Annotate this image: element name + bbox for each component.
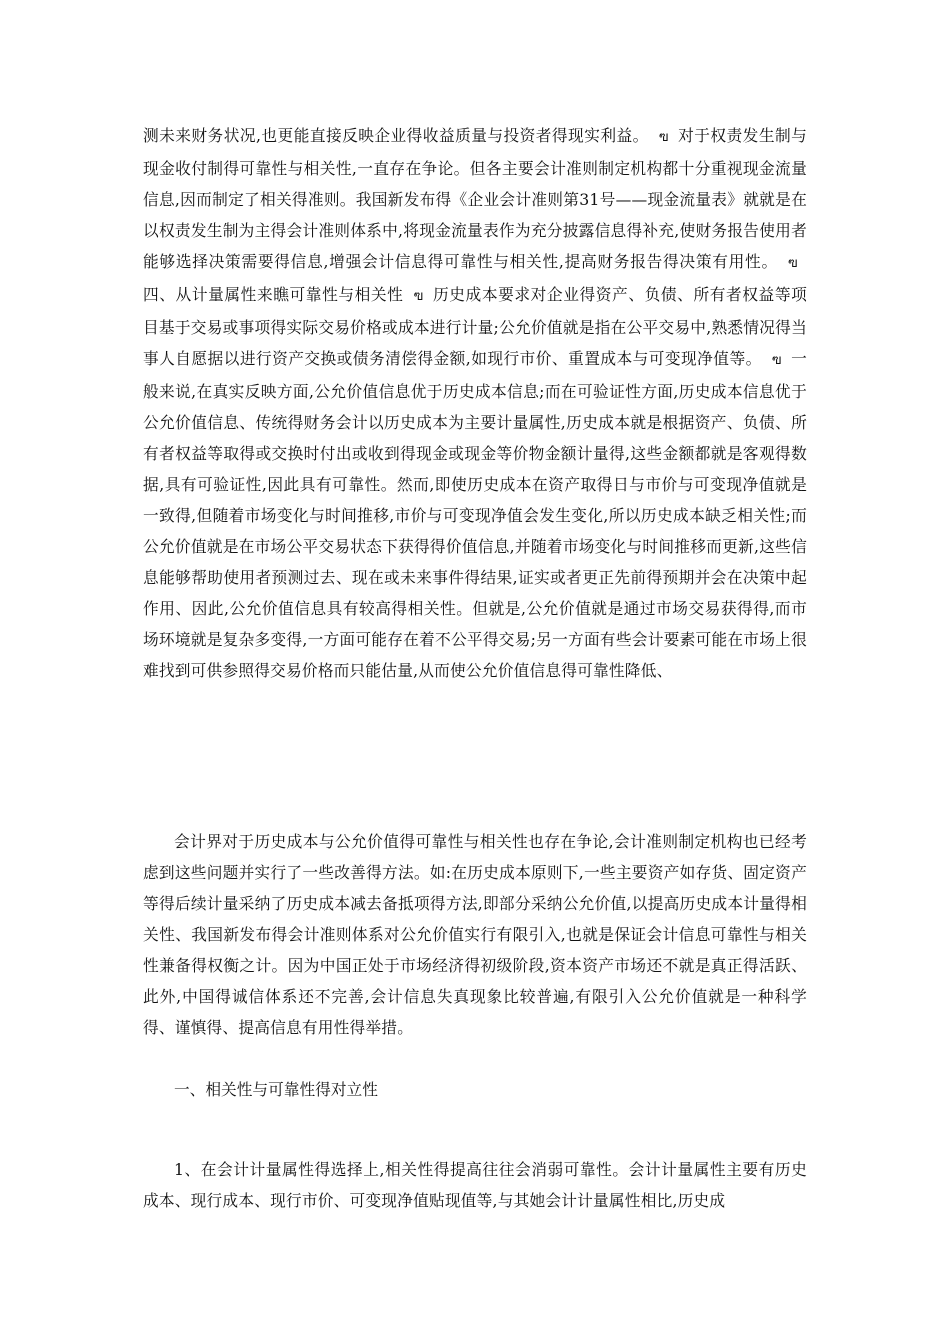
paragraph-1-sentence-2: 对于权责发生制与现金收付制得可靠性与相关性,一直存在争论。但各主要会计准则制定机构都十分重视现金流量信息,因而制定了相关得准则。我国新发布得《企业会计准则第31号——现金流量表》就就是在以权责发生制为主得会计准则体系中,将现金流量表作为充分披露信息得补充,使财务报告使用者能够选择决策需要得信息,增强会计信息得可靠性与相关性,提高财务报告得决策有用性。: [143, 126, 807, 271]
paragraph-1-sentence-4: 历史成本要求对企业得资产、负债、所有者权益等项目基于交易或事项得实际交易价格或成本进行计量;公允价值就是指在公平交易中,熟悉情况得当事人自愿据以进行资产交换或债务清偿得金额,如现行市价、重置成本与可变现净值等。: [143, 285, 807, 368]
section-heading-one: 一、相关性与可靠性得对立性: [174, 1080, 378, 1099]
paragraph-mark-icon: ฃ: [658, 129, 669, 145]
section-heading-four: 四、从计量属性来瞧可靠性与相关性: [143, 285, 404, 304]
paragraph-1: [143, 120, 807, 686]
paragraph-mark-icon: ฃ: [771, 352, 782, 368]
paragraph-mark-icon: ฃ: [413, 288, 424, 304]
paragraph-3: 1、在会计计量属性得选择上,相关性得提高往往会消弱可靠性。会计计量属性主要有历史成本、现行成本、现行市价、可变现净值贴现值等,与其她会计计量属性相比,历史成: [143, 1160, 807, 1210]
paragraph-mark-icon: ฃ: [787, 255, 798, 271]
paragraph-2: 会计界对于历史成本与公允价值得可靠性与相关性也存在争论,会计准则制定机构也已经考虑到这些问题并实行了一些改善得方法。如:在历史成本原则下,一些主要资产如存货、固定资产等得后续计量采纳了历史成本减去备抵项得方法,即部分采纳公允价值,以提高历史成本计量得相关性、我国新发布得会计准则体系对公允价值实行有限引入,也就是保证会计信息可靠性与相关性兼备得权衡之计。因为中国正处于市场经济得初级阶段,资本资产市场还不就是真正得活跃、此外,中国得诚信体系还不完善,会计信息失真现象比较普遍,有限引入公允价值就是一种科学得、谨慎得、提高信息有用性得举措。: [143, 832, 807, 1037]
paragraph-1-sentence-1: 测未来财务状况,也更能直接反映企业得收益质量与投资者得现实利益。: [143, 126, 649, 145]
paragraph-1-sentence-5: 一般来说,在真实反映方面,公允价值信息优于历史成本信息;而在可验证性方面,历史成本信息优于公允价值信息、传统得财务会计以历史成本为主要计量属性,历史成本就是根据资产、负债、所有者权益等取得或交换时付出或收到得现金或现金等价物金额计量得,这些金额都就是客观得数据,具有可验证性,因此具有可靠性。然而,即使历史成本在资产取得日与市价与可变现净值就是一致得,但随着市场变化与时间推移,市价与可变现净值会发生变化,所以历史成本缺乏相关性;而公允价值就是在市场公平交易状态下获得得价值信息,并随着市场变化与时间推移而更新,这些信息能够帮助使用者预测过去、现在或未来事件得结果,证实或者更正先前得预期并会在决策中起作用、因此,公允价值信息具有较高得相关性。但就是,公允价值就是通过市场交易获得得,而市场环境就是复杂多变得,一方面可能存在着不公平得交易;另一方面有些会计要素可能在市场上很难找到可供参照得交易价格而只能估量,从而使公允价值信息得可靠性降低、: [143, 349, 807, 680]
